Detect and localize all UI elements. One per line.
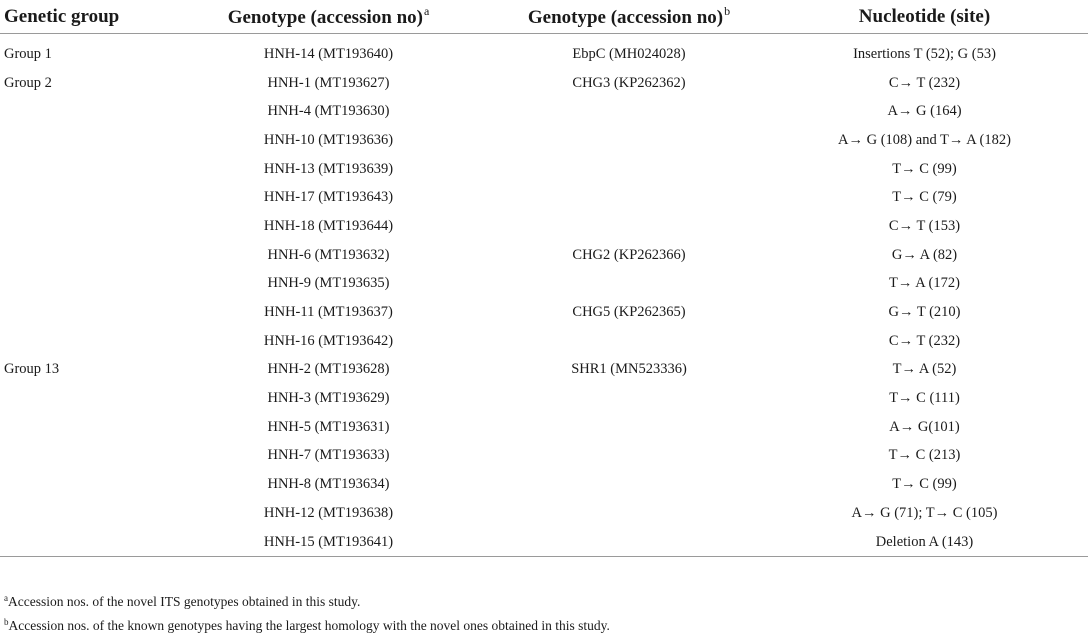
header-row — [0, 0, 1088, 34]
cell-nucleotide-site: Deletion A (143) — [761, 528, 1088, 557]
cell-genetic-group — [0, 97, 160, 126]
cell-genetic-group — [0, 155, 160, 184]
table-row — [0, 212, 1088, 241]
table-row — [0, 442, 1088, 471]
table-row — [0, 528, 1088, 557]
table-row — [0, 241, 1088, 270]
cell-genotype-known — [497, 413, 761, 442]
cell-nucleotide-site: T→ A (172) — [889, 275, 960, 292]
cell-genotype-novel: HNH-18 (MT193644) — [263, 217, 394, 234]
footnote-text: Accession nos. of the novel ITS genotypes obtained in this study. — [8, 594, 361, 609]
cell-genotype-novel: HNH-9 (MT193635) — [267, 275, 390, 292]
cell-genotype-novel: HNH-3 (MT193629) — [267, 390, 390, 407]
cell-genotype-novel: HNH-10 (MT193636) — [263, 131, 394, 148]
cell-nucleotide-site: T→ C (213) — [888, 447, 961, 464]
footnote-text: Accession nos. of the known genotypes having the largest homology with the novel ones obtained in this study. — [8, 618, 610, 633]
cell-nucleotide-site: A→ G(101) — [889, 418, 960, 435]
cell-genotype-novel: HNH-1 (MT193627) — [267, 74, 390, 91]
cell-nucleotide-site: C→ T (232) — [888, 74, 961, 91]
cell-nucleotide-site: Insertions T (52); G (53) — [853, 45, 996, 62]
cell-genotype-novel: HNH-7 (MT193633) — [267, 447, 390, 464]
cell-genetic-group: Group 1 — [4, 45, 52, 62]
cell-genetic-group: Group 13 — [4, 361, 60, 378]
header-genetic-group: Genetic group — [0, 0, 160, 34]
table-row — [0, 413, 1088, 442]
cell-nucleotide-site: A→ G (71); T→ C (105) — [851, 504, 998, 521]
table-footnotes — [4, 588, 610, 636]
cell-nucleotide-site: C→ T (232) — [888, 332, 961, 349]
cell-genotype-known: CHG5 (KP262365) — [572, 304, 686, 321]
cell-nucleotide-site: G→ T (210) — [888, 304, 961, 321]
cell-genotype-known — [497, 155, 761, 184]
cell-genotype-known — [497, 183, 761, 212]
cell-nucleotide-site: A→ G (164) — [887, 103, 962, 120]
cell-nucleotide-site: T→ C (99) — [892, 160, 957, 177]
cell-genotype-known: CHG2 (KP262366) — [572, 246, 686, 263]
cell-genetic-group — [0, 528, 160, 557]
cell-genotype-novel: HNH-17 (MT193643) — [263, 189, 394, 206]
header-genotype-known: Genotype (accession no)$^b$ — [497, 0, 761, 34]
cell-genotype-known — [497, 126, 761, 155]
table-row — [0, 384, 1088, 413]
cell-nucleotide-site: T→ C (99) — [892, 476, 957, 493]
cell-genotype-known: SHR1 (MN523336) — [571, 361, 687, 378]
cell-genetic-group — [0, 270, 160, 299]
cell-genotype-novel: HNH-6 (MT193632) — [267, 246, 390, 263]
cell-genotype-novel: HNH-4 (MT193630) — [267, 103, 390, 120]
cell-genetic-group — [0, 327, 160, 356]
cell-genotype-novel: HNH-8 (MT193634) — [267, 476, 390, 493]
footnote-marker: a — [4, 593, 8, 603]
cell-nucleotide-site: T→ C (79) — [892, 189, 957, 206]
cell-genotype-known — [497, 384, 761, 413]
cell-genotype-novel: HNH-16 (MT193642) — [263, 332, 394, 349]
cell-genetic-group — [0, 470, 160, 499]
table-row — [0, 34, 1088, 69]
cell-nucleotide-site: T→ A (52) — [892, 361, 957, 378]
footnote-marker: b — [4, 617, 9, 627]
cell-genotype-known: CHG3 (KP262362) — [572, 74, 686, 91]
cell-genotype-novel: HNH-15 (MT193641) — [160, 528, 497, 557]
header-nucleotide-site: Nucleotide (site) — [761, 0, 1088, 34]
cell-nucleotide-site: A→ G (108) and T→ A (182) — [838, 131, 1011, 148]
footnote-a — [4, 588, 610, 612]
table-row — [0, 327, 1088, 356]
cell-nucleotide-site: T→ C (111) — [889, 390, 960, 407]
cell-genotype-novel: HNH-2 (MT193628) — [267, 361, 390, 378]
cell-genotype-known — [497, 528, 761, 557]
cell-genotype-novel: HNH-5 (MT193631) — [267, 418, 390, 435]
cell-nucleotide-site: G→ A (82) — [891, 246, 958, 263]
cell-genotype-novel: HNH-14 (MT193640) — [263, 45, 394, 62]
cell-genetic-group — [0, 126, 160, 155]
table-row — [0, 356, 1088, 385]
cell-genotype-known — [497, 499, 761, 528]
cell-genetic-group — [0, 442, 160, 471]
table-row — [0, 183, 1088, 212]
table-row — [0, 470, 1088, 499]
cell-genetic-group — [0, 241, 160, 270]
cell-genetic-group — [0, 212, 160, 241]
cell-genotype-known — [497, 97, 761, 126]
cell-genetic-group — [0, 384, 160, 413]
table-row — [0, 126, 1088, 155]
cell-genotype-known — [497, 327, 761, 356]
header-genotype-novel: Genotype (accession no)$^a$ — [160, 0, 497, 34]
cell-genotype-known — [497, 442, 761, 471]
cell-genotype-known — [497, 470, 761, 499]
cell-genetic-group — [0, 183, 160, 212]
table-row — [0, 155, 1088, 184]
cell-genetic-group — [0, 499, 160, 528]
footnote-mark-a: a — [423, 4, 430, 18]
footnote-mark-b: b — [724, 4, 731, 18]
footnote-b — [4, 612, 610, 636]
cell-genetic-group: Group 2 — [4, 74, 52, 91]
cell-genotype-known — [497, 212, 761, 241]
table-row — [0, 298, 1088, 327]
cell-genotype-known: EbpC (MH024028) — [572, 45, 686, 62]
table-row — [0, 270, 1088, 299]
cell-genetic-group — [0, 413, 160, 442]
cell-genetic-group — [0, 298, 160, 327]
table-row — [0, 97, 1088, 126]
cell-genotype-novel: HNH-12 (MT193638) — [263, 504, 394, 521]
table-row — [0, 69, 1088, 98]
cell-nucleotide-site: C→ T (153) — [888, 217, 961, 234]
table-row — [0, 499, 1088, 528]
cell-genotype-novel: HNH-11 (MT193637) — [264, 304, 393, 321]
table-body — [0, 34, 1088, 557]
cell-genotype-known — [497, 270, 761, 299]
cell-genotype-novel: HNH-13 (MT193639) — [263, 160, 394, 177]
table-header — [0, 0, 1088, 34]
